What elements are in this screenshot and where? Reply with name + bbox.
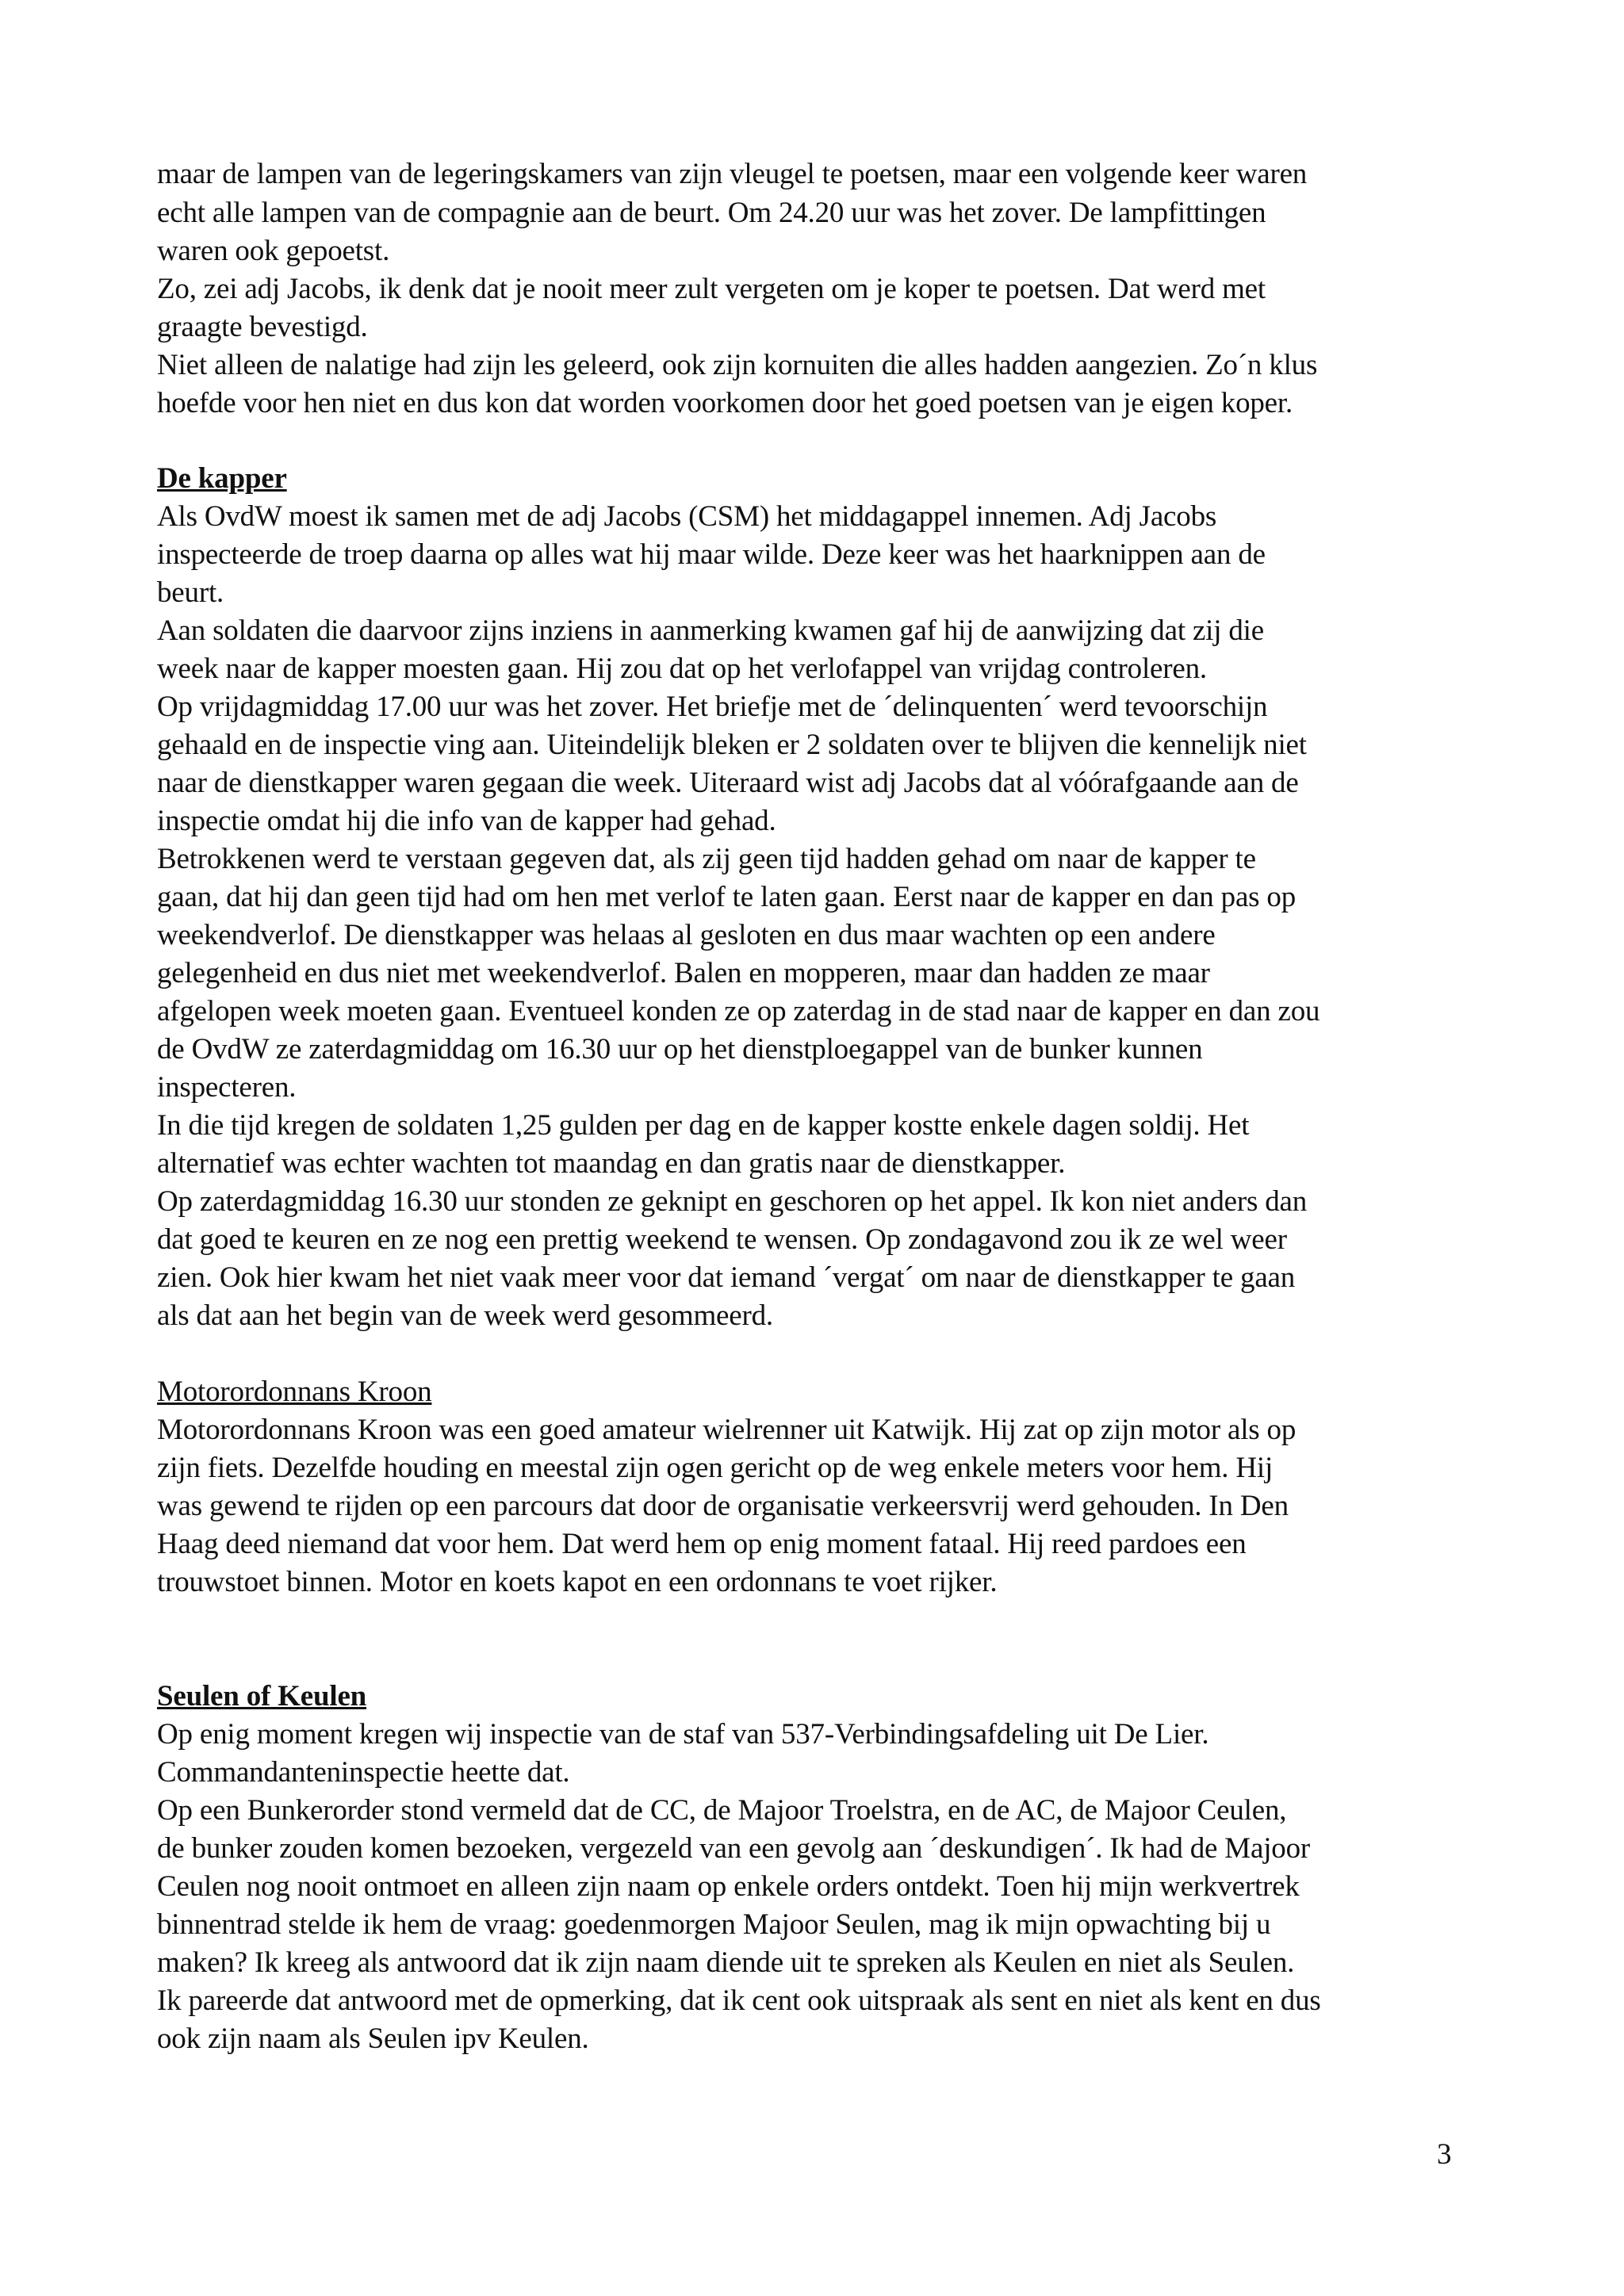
text-line: Niet alleen de nalatige had zijn les geleerd, ook zijn kornuiten die alles hadden aangezien. Zo´n klus — [157, 349, 1318, 381]
text-line: Ik pareerde dat antwoord met de opmerking, dat ik cent ook uitspraak als sent en niet als kent en dus — [157, 1984, 1321, 2017]
text-line: was gewend te rijden op een parcours dat door de organisatie verkeersvrij werd gehouden. In Den — [157, 1490, 1289, 1522]
text-line: Commandanteninspectie heette dat. — [157, 1756, 570, 1789]
text-line: de OvdW ze zaterdagmiddag om 16.30 uur op het dienstploegappel van de bunker kunnen — [157, 1033, 1203, 1066]
text-line: binnentrad stelde ik hem de vraag: goedenmorgen Majoor Seulen, mag ik mijn opwachting bij u — [157, 1908, 1271, 1941]
text-line: dat goed te keuren en ze nog een prettig weekend te wensen. Op zondagavond zou ik ze wel weer — [157, 1223, 1287, 1256]
text-line: Zo, zei adj Jacobs, ik denk dat je nooit meer zult vergeten om je koper te poetsen. Dat werd met — [157, 273, 1266, 305]
text-line: gehaald en de inspectie ving aan. Uiteindelijk bleken er 2 soldaten over te blijven die kennelijk niet — [157, 729, 1307, 761]
text-line: Ceulen nog nooit ontmoet en alleen zijn naam op enkele orders ontdekt. Toen hij mijn werkvertrek — [157, 1870, 1300, 1903]
text-line: inspecteerde de troep daarna op alles wat hij maar wilde. Deze keer was het haarknippen aan de — [157, 538, 1266, 571]
text-line: maar de lampen van de legeringskamers van zijn vleugel te poetsen, maar een volgende keer waren — [157, 158, 1308, 190]
text-line: de bunker zouden komen bezoeken, vergezeld van een gevolg aan ´deskundigen´. Ik had de Majoor — [157, 1832, 1310, 1865]
text-line: graagte bevestigd. — [157, 311, 368, 343]
text-line: Aan soldaten die daarvoor zijns inziens in aanmerking kwamen gaf hij de aanwijzing dat zij die — [157, 614, 1264, 647]
text-line: Betrokkenen werd te verstaan gegeven dat, als zij geen tijd hadden gehad om naar de kapper te — [157, 843, 1256, 875]
text-line: echt alle lampen van de compagnie aan de beurt. Om 24.20 uur was het zover. De lampfittingen — [157, 197, 1266, 229]
text-line: maken? Ik kreeg als antwoord dat ik zijn naam diende uit te spreken als Keulen en niet als Seulen. — [157, 1946, 1295, 1979]
text-line: Op vrijdagmiddag 17.00 uur was het zover. Het briefje met de ´delinquenten´ werd tevoorschijn — [157, 691, 1268, 723]
section-heading-de-kapper: De kapper — [157, 462, 287, 495]
text-line: Haag deed niemand dat voor hem. Dat werd hem op enig moment fataal. Hij reed pardoes een — [157, 1528, 1247, 1560]
text-line: hoefde voor hen niet en dus kon dat worden voorkomen door het goed poetsen van je eigen koper. — [157, 387, 1293, 419]
text-line: In die tijd kregen de soldaten 1,25 gulden per dag en de kapper kostte enkele dagen soldij. Het — [157, 1109, 1250, 1142]
text-line: beurt. — [157, 576, 224, 609]
text-line: Op zaterdagmiddag 16.30 uur stonden ze geknipt en geschoren op het appel. Ik kon niet anders dan — [157, 1185, 1308, 1218]
text-line: gaan, dat hij dan geen tijd had om hen met verlof te laten gaan. Eerst naar de kapper en dan pas op — [157, 881, 1297, 913]
section-heading-seulen-of-keulen: Seulen of Keulen — [157, 1680, 367, 1712]
text-line: als dat aan het begin van de week werd gesommeerd. — [157, 1299, 773, 1332]
text-line: afgelopen week moeten gaan. Eventueel konden ze op zaterdag in de stad naar de kapper en dan zou — [157, 995, 1320, 1027]
text-line: naar de dienstkapper waren gegaan die week. Uiteraard wist adj Jacobs dat al vóórafgaande aan de — [157, 767, 1299, 799]
text-line: Op enig moment kregen wij inspectie van de staf van 537-Verbindingsafdeling uit De Lier. — [157, 1718, 1209, 1751]
page-number: 3 — [1437, 2138, 1452, 2171]
text-line: ook zijn naam als Seulen ipv Keulen. — [157, 2022, 589, 2055]
text-line: gelegenheid en dus niet met weekendverlof. Balen en mopperen, maar dan hadden ze maar — [157, 957, 1210, 989]
text-line: zien. Ook hier kwam het niet vaak meer voor dat iemand ´vergat´ om naar de dienstkapper te gaan — [157, 1261, 1296, 1294]
text-line: waren ook gepoetst. — [157, 235, 390, 267]
text-line: week naar de kapper moesten gaan. Hij zou dat op het verlofappel van vrijdag controleren. — [157, 652, 1207, 685]
text-line: Op een Bunkerorder stond vermeld dat de CC, de Majoor Troelstra, en de AC, de Majoor Ceulen, — [157, 1794, 1287, 1827]
text-line: Motorordonnans Kroon was een goed amateur wielrenner uit Katwijk. Hij zat op zijn motor als op — [157, 1414, 1297, 1446]
text-line: weekendverlof. De dienstkapper was helaas al gesloten en dus maar wachten op een andere — [157, 919, 1216, 951]
text-line: alternatief was echter wachten tot maandag en dan gratis naar de dienstkapper. — [157, 1147, 1066, 1180]
text-line: trouwstoet binnen. Motor en koets kapot en een ordonnans te voet rijker. — [157, 1566, 998, 1598]
section-heading-motorordonnans-kroon: Motorordonnans Kroon — [157, 1376, 432, 1408]
text-line: inspecteren. — [157, 1071, 297, 1104]
text-line: zijn fiets. Dezelfde houding en meestal zijn ogen gericht op de weg enkele meters voor hem. Hij — [157, 1452, 1274, 1484]
text-line: Als OvdW moest ik samen met de adj Jacobs (CSM) het middagappel innemen. Adj Jacobs — [157, 500, 1217, 533]
text-line: inspectie omdat hij die info van de kapper had gehad. — [157, 805, 776, 837]
